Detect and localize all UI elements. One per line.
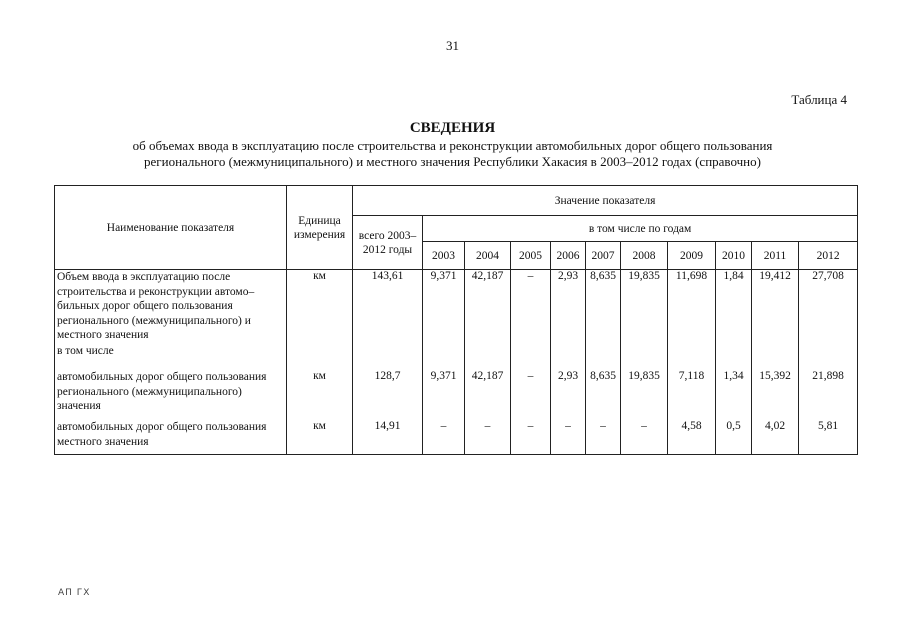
row-name-cell: автомобильных дорог общего пользования регионального (межмуниципального) значения — [55, 370, 287, 420]
row-value-cell: 7,118 — [668, 370, 716, 420]
row-value-cell: 9,371 — [423, 370, 465, 420]
row-value-cell — [465, 344, 511, 370]
row-total-cell: 14,91 — [353, 420, 423, 455]
row-name-cell: Объем ввода в эксплуатацию после строительства и реконструкции автомо–бильных дорог общего пользования регионального (межмуниципального) и местного значения — [55, 270, 287, 345]
row-value-cell: 19,835 — [621, 370, 668, 420]
subtitle-line-2: регионального (межмуниципального) и местного значения Республики Хакасия в 2003–2012 годах (справочно) — [144, 154, 761, 169]
header-year: 2012 — [799, 242, 858, 270]
header-year: 2008 — [621, 242, 668, 270]
row-total-cell: 143,61 — [353, 270, 423, 345]
row-value-cell: 8,635 — [586, 370, 621, 420]
table-row — [55, 370, 858, 420]
row-value-cell: 1,34 — [716, 370, 752, 420]
row-value-cell: – — [551, 420, 586, 455]
row-value-cell: 9,371 — [423, 270, 465, 345]
row-value-cell: – — [423, 420, 465, 455]
header-year: 2010 — [716, 242, 752, 270]
row-value-cell — [752, 344, 799, 370]
row-value-cell: 21,898 — [799, 370, 858, 420]
row-value-cell: 2,93 — [551, 270, 586, 345]
header-year: 2006 — [551, 242, 586, 270]
header-total: всего 2003–2012 годы — [353, 216, 423, 270]
header-year: 2004 — [465, 242, 511, 270]
row-value-cell: 1,84 — [716, 270, 752, 345]
subtitle-line-1: об объемах ввода в эксплуатацию после строительства и реконструкции автомобильных дорог общего пользования — [132, 138, 773, 153]
table-label: Таблица 4 — [791, 92, 847, 107]
row-value-cell — [799, 344, 858, 370]
row-value-cell: 27,708 — [799, 270, 858, 345]
page-number: 31 — [446, 38, 459, 53]
row-value-cell — [551, 344, 586, 370]
row-total-cell: 128,7 — [353, 370, 423, 420]
row-value-cell: 0,5 — [716, 420, 752, 455]
row-value-cell — [621, 344, 668, 370]
row-name-cell: автомобильных дорог общего пользования местного значения — [55, 420, 287, 455]
row-value-cell — [423, 344, 465, 370]
header-year: 2009 — [668, 242, 716, 270]
table-row — [55, 270, 858, 345]
row-value-cell: 4,58 — [668, 420, 716, 455]
row-unit-cell: км — [287, 270, 353, 345]
footer-stamp: АП ГХ — [58, 588, 91, 598]
row-value-cell: 42,187 — [465, 370, 511, 420]
row-name-cell: в том числе — [55, 344, 287, 370]
row-value-cell — [511, 344, 551, 370]
row-value-cell: 42,187 — [465, 270, 511, 345]
header-year: 2003 — [423, 242, 465, 270]
row-value-cell — [716, 344, 752, 370]
header-year: 2007 — [586, 242, 621, 270]
row-value-cell: – — [511, 370, 551, 420]
row-value-cell: – — [621, 420, 668, 455]
row-value-cell: 8,635 — [586, 270, 621, 345]
document-subtitle — [40, 138, 865, 170]
row-value-cell — [668, 344, 716, 370]
row-value-cell: – — [511, 270, 551, 345]
header-by-years: в том числе по годам — [423, 216, 858, 242]
data-table — [54, 185, 858, 455]
row-value-cell: – — [465, 420, 511, 455]
header-name: Наименование показателя — [55, 186, 287, 270]
row-value-cell: 19,412 — [752, 270, 799, 345]
row-value-cell: – — [511, 420, 551, 455]
row-value-cell — [586, 344, 621, 370]
row-value-cell: – — [586, 420, 621, 455]
row-total-cell — [353, 344, 423, 370]
row-value-cell: 11,698 — [668, 270, 716, 345]
header-year: 2011 — [752, 242, 799, 270]
row-value-cell: 5,81 — [799, 420, 858, 455]
row-value-cell: 15,392 — [752, 370, 799, 420]
header-year: 2005 — [511, 242, 551, 270]
table-row — [55, 420, 858, 455]
row-value-cell: 4,02 — [752, 420, 799, 455]
document-title: СВЕДЕНИЯ — [409, 120, 496, 136]
table-row — [55, 344, 858, 370]
row-value-cell: 19,835 — [621, 270, 668, 345]
row-unit-cell: км — [287, 370, 353, 420]
row-value-cell: 2,93 — [551, 370, 586, 420]
header-value: Значение показателя — [353, 186, 858, 216]
header-unit: Единица измерения — [287, 186, 353, 270]
row-unit-cell — [287, 344, 353, 370]
row-unit-cell: км — [287, 420, 353, 455]
